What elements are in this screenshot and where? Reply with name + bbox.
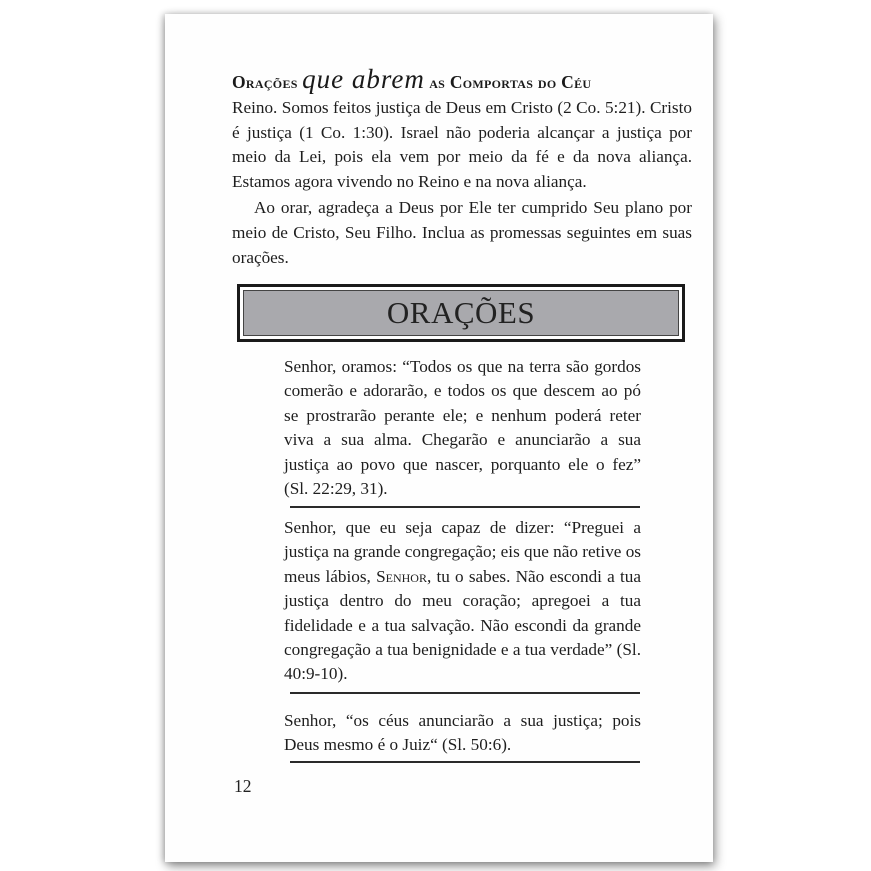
divider-rule bbox=[290, 692, 640, 694]
prayer-1: Senhor, oramos: “Todos os que na terra são gordos comerão e adorarão, e todos os que descem ao pó se prostrarão perante ele; e nenhum poderá reter viva a sua alma. Chegarão e anunciarão a sua justiça ao povo que nascer, porquanto ele o fez” (Sl. 22:29, 31). bbox=[284, 357, 641, 499]
prayer-2-text-b: , tu o sabes. Não escondi a tua justiça dentro do meu coração; apregoei a tua fidelidade e a tua salvação. Não escondi da grande congregação a tua benignidade e a tua verdade” (Sl. 40:9-10). bbox=[284, 566, 641, 684]
running-head-part2: que abrem bbox=[302, 64, 425, 94]
divider-rule bbox=[290, 506, 640, 508]
prayers-banner bbox=[237, 284, 685, 342]
running-head-part1: Orações bbox=[232, 72, 298, 92]
intro-paragraph-2: Ao orar, agradeça a Deus por Ele ter cumprido Seu plano por meio de Cristo, Seu Filho. Inclua as promessas seguintes em suas orações. bbox=[232, 198, 692, 267]
prayer-2-text-a: Senhor, que eu seja capaz de dizer: “Preguei a justiça na grande congregação; eis que não retive os meus lábios, bbox=[284, 518, 641, 586]
prayers-banner-title: ORAÇÕES bbox=[386, 295, 536, 330]
intro-text bbox=[232, 96, 692, 270]
prayer-2 bbox=[284, 516, 641, 687]
running-head-part3: as Comportas do Céu bbox=[429, 72, 592, 92]
intro-paragraph-1: Reino. Somos feitos justiça de Deus em Cristo (2 Co. 5:21). Cristo é justiça (1 Co. 1:30). Israel não poderia alcançar a justiça por meio da Lei, pois ela vem por meio da fé e da nova aliança. Estamos agora vivendo no Reino e na nova aliança. bbox=[232, 98, 692, 191]
divider-rule bbox=[290, 761, 640, 763]
page-number: 12 bbox=[234, 776, 252, 796]
prayer-3: Senhor, “os céus anunciarão a sua justiça; pois Deus mesmo é o Juiz“ (Sl. 50:6). bbox=[284, 711, 641, 755]
running-head bbox=[232, 64, 692, 95]
prayer-2-lord: Senhor bbox=[376, 566, 427, 586]
